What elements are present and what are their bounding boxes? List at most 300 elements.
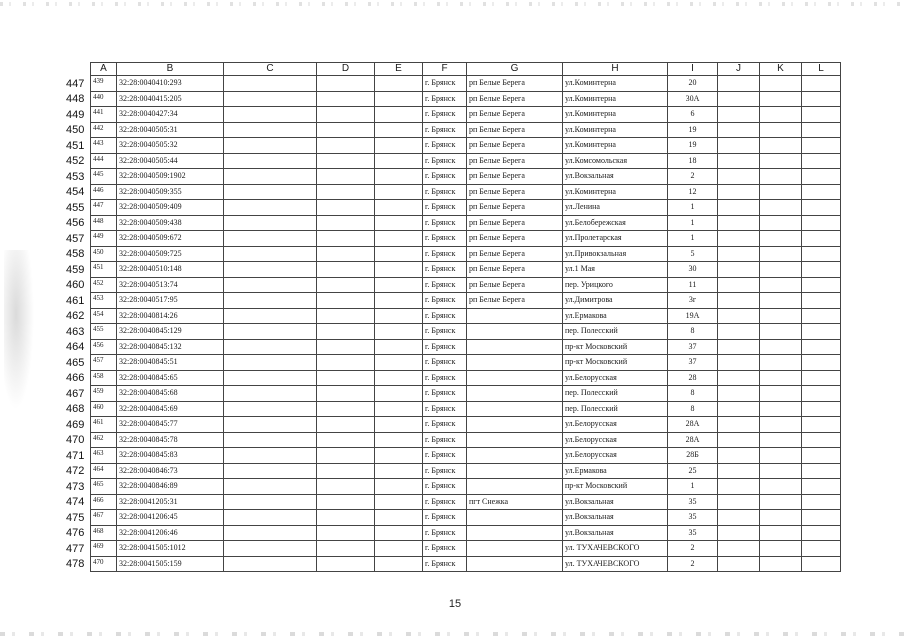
cell-l (802, 494, 841, 510)
cell-g: рп Белые Берега (467, 293, 563, 309)
cell-g (467, 417, 563, 433)
cell-f: г. Брянск (423, 107, 467, 123)
cell-l (802, 153, 841, 169)
cell-g (467, 463, 563, 479)
cell-l (802, 370, 841, 386)
cell-g (467, 525, 563, 541)
table-row (91, 370, 841, 386)
scan-artifact-bottom (0, 632, 905, 636)
cell-i: 1 (668, 231, 718, 247)
column-header-d: D (317, 63, 375, 76)
cell-a: 465 (91, 479, 117, 495)
cell-f: г. Брянск (423, 510, 467, 526)
cell-b: 32:28:0040845:51 (117, 355, 224, 371)
cell-k (760, 91, 802, 107)
cell-h: пр-кт Московский (563, 479, 668, 495)
cell-g: рп Белые Берега (467, 153, 563, 169)
cell-c (224, 556, 317, 572)
row-number: 447 (66, 77, 85, 90)
cell-a: 442 (91, 122, 117, 138)
cell-e (375, 463, 423, 479)
cell-g: рп Белые Берега (467, 277, 563, 293)
cell-d (317, 215, 375, 231)
cell-k (760, 510, 802, 526)
row-number: 454 (66, 186, 85, 198)
cell-a: 457 (91, 355, 117, 371)
cell-j (718, 386, 760, 402)
cell-j (718, 262, 760, 278)
cell-f: г. Брянск (423, 370, 467, 386)
cell-l (802, 246, 841, 262)
cell-h: ул.Коминтерна (563, 107, 668, 123)
cell-d (317, 200, 375, 216)
cell-f: г. Брянск (423, 293, 467, 309)
cell-e (375, 200, 423, 216)
table-row (91, 324, 841, 340)
cell-k (760, 277, 802, 293)
cell-i: 37 (668, 339, 718, 355)
cell-g: рп Белые Берега (467, 122, 563, 138)
cell-i: 25 (668, 463, 718, 479)
row-number: 470 (66, 434, 85, 446)
cell-b: 32:28:0040845:65 (117, 370, 224, 386)
cell-j (718, 308, 760, 324)
cell-i: 19 (668, 122, 718, 138)
cell-j (718, 107, 760, 123)
row-number: 456 (66, 217, 85, 229)
cell-j (718, 324, 760, 340)
cell-d (317, 277, 375, 293)
cell-c (224, 370, 317, 386)
cell-b: 32:28:0040509:355 (117, 184, 224, 200)
cell-b: 32:28:0040845:69 (117, 401, 224, 417)
cell-h: пер. Полесский (563, 386, 668, 402)
cell-f: г. Брянск (423, 246, 467, 262)
cell-b: 32:28:0040509:672 (117, 231, 224, 247)
cell-h: ул.Вокзальная (563, 510, 668, 526)
cell-f: г. Брянск (423, 200, 467, 216)
cell-j (718, 479, 760, 495)
cell-j (718, 525, 760, 541)
cell-b: 32:28:0040505:32 (117, 138, 224, 154)
cell-k (760, 432, 802, 448)
cell-l (802, 339, 841, 355)
cell-a: 456 (91, 339, 117, 355)
cell-d (317, 370, 375, 386)
table-row (91, 417, 841, 433)
cell-a: 450 (91, 246, 117, 262)
cell-c (224, 494, 317, 510)
cell-i: 30 (668, 262, 718, 278)
cell-f: г. Брянск (423, 401, 467, 417)
cell-c (224, 277, 317, 293)
cell-c (224, 246, 317, 262)
cell-j (718, 448, 760, 464)
cell-f: г. Брянск (423, 184, 467, 200)
scan-artifact-top (0, 2, 905, 6)
cell-g: рп Белые Берега (467, 215, 563, 231)
cell-c (224, 153, 317, 169)
cell-c (224, 417, 317, 433)
cell-e (375, 324, 423, 340)
cell-d (317, 138, 375, 154)
cell-l (802, 169, 841, 185)
cell-k (760, 525, 802, 541)
table-row (91, 432, 841, 448)
cell-d (317, 510, 375, 526)
table-row (91, 231, 841, 247)
cell-l (802, 91, 841, 107)
column-header-j: J (718, 63, 760, 76)
cell-e (375, 494, 423, 510)
cell-j (718, 231, 760, 247)
cell-i: 8 (668, 386, 718, 402)
cell-f: г. Брянск (423, 169, 467, 185)
cell-i: 1 (668, 215, 718, 231)
cell-i: 28Б (668, 448, 718, 464)
cell-a: 469 (91, 541, 117, 557)
cell-j (718, 246, 760, 262)
cell-j (718, 184, 760, 200)
column-header-c: C (224, 63, 317, 76)
cell-a: 460 (91, 401, 117, 417)
cell-e (375, 355, 423, 371)
cell-d (317, 324, 375, 340)
table-row (91, 277, 841, 293)
cell-j (718, 339, 760, 355)
cell-k (760, 246, 802, 262)
cell-b: 32:28:0040427:34 (117, 107, 224, 123)
cell-e (375, 215, 423, 231)
cell-h: ул.Белорусская (563, 417, 668, 433)
table-row (91, 510, 841, 526)
row-number: 463 (66, 325, 85, 338)
cell-h: ул.Белорусская (563, 432, 668, 448)
cell-k (760, 355, 802, 371)
cell-c (224, 355, 317, 371)
cell-a: 453 (91, 293, 117, 309)
column-header-h: H (563, 63, 668, 76)
cell-j (718, 432, 760, 448)
cell-e (375, 525, 423, 541)
cell-l (802, 479, 841, 495)
cell-g: рп Белые Берега (467, 200, 563, 216)
cell-i: 19 (668, 138, 718, 154)
cell-k (760, 324, 802, 340)
cell-g (467, 432, 563, 448)
cell-d (317, 169, 375, 185)
cell-d (317, 122, 375, 138)
column-header-b: B (117, 63, 224, 76)
cell-e (375, 339, 423, 355)
cell-k (760, 262, 802, 278)
cell-j (718, 215, 760, 231)
cell-f: г. Брянск (423, 494, 467, 510)
cell-e (375, 277, 423, 293)
cell-b: 32:28:0040510:148 (117, 262, 224, 278)
cell-c (224, 169, 317, 185)
cell-e (375, 76, 423, 92)
cell-a: 447 (91, 200, 117, 216)
cell-l (802, 463, 841, 479)
table-row (91, 262, 841, 278)
cell-a: 454 (91, 308, 117, 324)
cell-b: 32:28:0040509:1902 (117, 169, 224, 185)
cell-h: ул.Белорусская (563, 370, 668, 386)
cell-c (224, 262, 317, 278)
cell-i: 8 (668, 324, 718, 340)
cell-d (317, 231, 375, 247)
cell-a: 440 (91, 91, 117, 107)
cell-g: рп Белые Берега (467, 76, 563, 92)
cell-h: пр-кт Московский (563, 355, 668, 371)
cell-a: 468 (91, 525, 117, 541)
cell-j (718, 541, 760, 557)
cell-j (718, 417, 760, 433)
table-row (91, 215, 841, 231)
cell-k (760, 169, 802, 185)
cell-j (718, 138, 760, 154)
cell-f: г. Брянск (423, 215, 467, 231)
cell-a: 462 (91, 432, 117, 448)
cell-d (317, 432, 375, 448)
cell-a: 444 (91, 153, 117, 169)
cell-j (718, 510, 760, 526)
cell-d (317, 107, 375, 123)
cell-h: ул.Коминтерна (563, 184, 668, 200)
cell-a: 470 (91, 556, 117, 572)
cell-e (375, 169, 423, 185)
cell-h: ул.Пролетарская (563, 231, 668, 247)
cell-j (718, 401, 760, 417)
cell-i: 5 (668, 246, 718, 262)
cell-h: ул.Вокзальная (563, 494, 668, 510)
cell-e (375, 432, 423, 448)
cell-c (224, 510, 317, 526)
row-number: 468 (66, 403, 85, 415)
cell-i: 35 (668, 525, 718, 541)
cell-l (802, 138, 841, 154)
cell-b: 32:28:0040509:725 (117, 246, 224, 262)
cell-l (802, 293, 841, 309)
cell-l (802, 76, 841, 92)
cell-h: ул.Ермакова (563, 308, 668, 324)
cell-c (224, 525, 317, 541)
cell-b: 32:28:0041206:45 (117, 510, 224, 526)
cell-l (802, 184, 841, 200)
row-number: 466 (66, 372, 85, 384)
cell-b: 32:28:0040845:77 (117, 417, 224, 433)
row-number: 464 (66, 341, 85, 353)
cell-c (224, 76, 317, 92)
cell-a: 445 (91, 169, 117, 185)
cell-d (317, 541, 375, 557)
cell-e (375, 231, 423, 247)
cell-h: ул. ТУХАЧЕВСКОГО (563, 541, 668, 557)
cell-k (760, 293, 802, 309)
table-row (91, 541, 841, 557)
cell-l (802, 231, 841, 247)
cell-h: пер. Полесский (563, 324, 668, 340)
scan-artifact-left (4, 250, 34, 410)
cell-a: 461 (91, 417, 117, 433)
cell-j (718, 355, 760, 371)
cell-a: 441 (91, 107, 117, 123)
cell-i: 28А (668, 417, 718, 433)
cell-a: 439 (91, 76, 117, 92)
cell-l (802, 448, 841, 464)
cell-k (760, 122, 802, 138)
cell-l (802, 432, 841, 448)
cell-a: 452 (91, 277, 117, 293)
cell-l (802, 401, 841, 417)
row-number: 476 (66, 527, 85, 539)
table-row (91, 76, 841, 92)
table-row (91, 463, 841, 479)
row-number: 455 (66, 201, 85, 214)
cell-d (317, 463, 375, 479)
cell-h: ул.Вокзальная (563, 169, 668, 185)
cell-l (802, 215, 841, 231)
table-row (91, 91, 841, 107)
cell-f: г. Брянск (423, 463, 467, 479)
cell-e (375, 246, 423, 262)
cell-c (224, 91, 317, 107)
cell-c (224, 107, 317, 123)
row-number: 475 (66, 511, 85, 524)
cell-e (375, 262, 423, 278)
cell-a: 464 (91, 463, 117, 479)
cell-j (718, 169, 760, 185)
cell-b: 32:28:0040845:129 (117, 324, 224, 340)
cell-h: ул.Коминтерна (563, 91, 668, 107)
cell-k (760, 184, 802, 200)
cell-i: 37 (668, 355, 718, 371)
cell-f: г. Брянск (423, 432, 467, 448)
cell-e (375, 184, 423, 200)
cell-e (375, 91, 423, 107)
row-number: 459 (66, 263, 85, 276)
cell-g (467, 541, 563, 557)
row-number: 452 (66, 155, 85, 167)
cell-d (317, 91, 375, 107)
cell-e (375, 541, 423, 557)
cell-f: г. Брянск (423, 525, 467, 541)
cell-f: г. Брянск (423, 479, 467, 495)
cell-h: ул.Ленина (563, 200, 668, 216)
cell-e (375, 138, 423, 154)
cell-e (375, 370, 423, 386)
cell-g (467, 370, 563, 386)
table-row (91, 494, 841, 510)
cell-g: рп Белые Берега (467, 169, 563, 185)
cell-l (802, 277, 841, 293)
cell-g: рп Белые Берега (467, 91, 563, 107)
cell-a: 448 (91, 215, 117, 231)
row-number: 449 (66, 108, 85, 121)
table-row (91, 556, 841, 572)
cell-c (224, 184, 317, 200)
cell-i: 2 (668, 556, 718, 572)
cell-k (760, 215, 802, 231)
cell-a: 446 (91, 184, 117, 200)
cell-k (760, 494, 802, 510)
cell-g (467, 324, 563, 340)
column-header-f: F (423, 63, 467, 76)
cell-c (224, 479, 317, 495)
cell-h: ул.Димитрова (563, 293, 668, 309)
table-row (91, 153, 841, 169)
cell-b: 32:28:0041206:46 (117, 525, 224, 541)
cell-i: 20 (668, 76, 718, 92)
cell-f: г. Брянск (423, 541, 467, 557)
cell-i: 3г (668, 293, 718, 309)
cell-d (317, 339, 375, 355)
cell-g (467, 401, 563, 417)
cell-b: 32:28:0040845:83 (117, 448, 224, 464)
row-number: 450 (66, 124, 85, 136)
cell-k (760, 479, 802, 495)
cell-l (802, 541, 841, 557)
spreadsheet-table (90, 62, 841, 572)
table-row (91, 169, 841, 185)
cell-g (467, 479, 563, 495)
cell-b: 32:28:0040513:74 (117, 277, 224, 293)
cell-j (718, 556, 760, 572)
cell-e (375, 479, 423, 495)
cell-i: 30А (668, 91, 718, 107)
cell-l (802, 386, 841, 402)
row-number: 461 (66, 294, 85, 307)
cell-c (224, 200, 317, 216)
column-header-k: K (760, 63, 802, 76)
cell-c (224, 138, 317, 154)
cell-j (718, 494, 760, 510)
cell-j (718, 370, 760, 386)
table-row (91, 339, 841, 355)
cell-f: г. Брянск (423, 308, 467, 324)
table-body (91, 76, 841, 572)
cell-e (375, 417, 423, 433)
cell-g (467, 339, 563, 355)
cell-k (760, 448, 802, 464)
cell-b: 32:28:0040410:293 (117, 76, 224, 92)
cell-d (317, 417, 375, 433)
cell-f: г. Брянск (423, 76, 467, 92)
cell-c (224, 324, 317, 340)
cell-f: г. Брянск (423, 91, 467, 107)
cell-b: 32:28:0040845:132 (117, 339, 224, 355)
row-number: 462 (66, 310, 85, 322)
cell-g (467, 556, 563, 572)
cell-d (317, 401, 375, 417)
cell-b: 32:28:0040845:68 (117, 386, 224, 402)
cell-f: г. Брянск (423, 153, 467, 169)
table-row (91, 479, 841, 495)
row-number: 473 (66, 480, 85, 493)
cell-k (760, 138, 802, 154)
table-row (91, 107, 841, 123)
cell-g: рп Белые Берега (467, 246, 563, 262)
column-header-g: G (467, 63, 563, 76)
cell-e (375, 386, 423, 402)
cell-l (802, 324, 841, 340)
cell-l (802, 200, 841, 216)
cell-h: ул.Коминтерна (563, 122, 668, 138)
cell-d (317, 262, 375, 278)
cell-f: г. Брянск (423, 386, 467, 402)
row-number: 474 (66, 496, 85, 508)
